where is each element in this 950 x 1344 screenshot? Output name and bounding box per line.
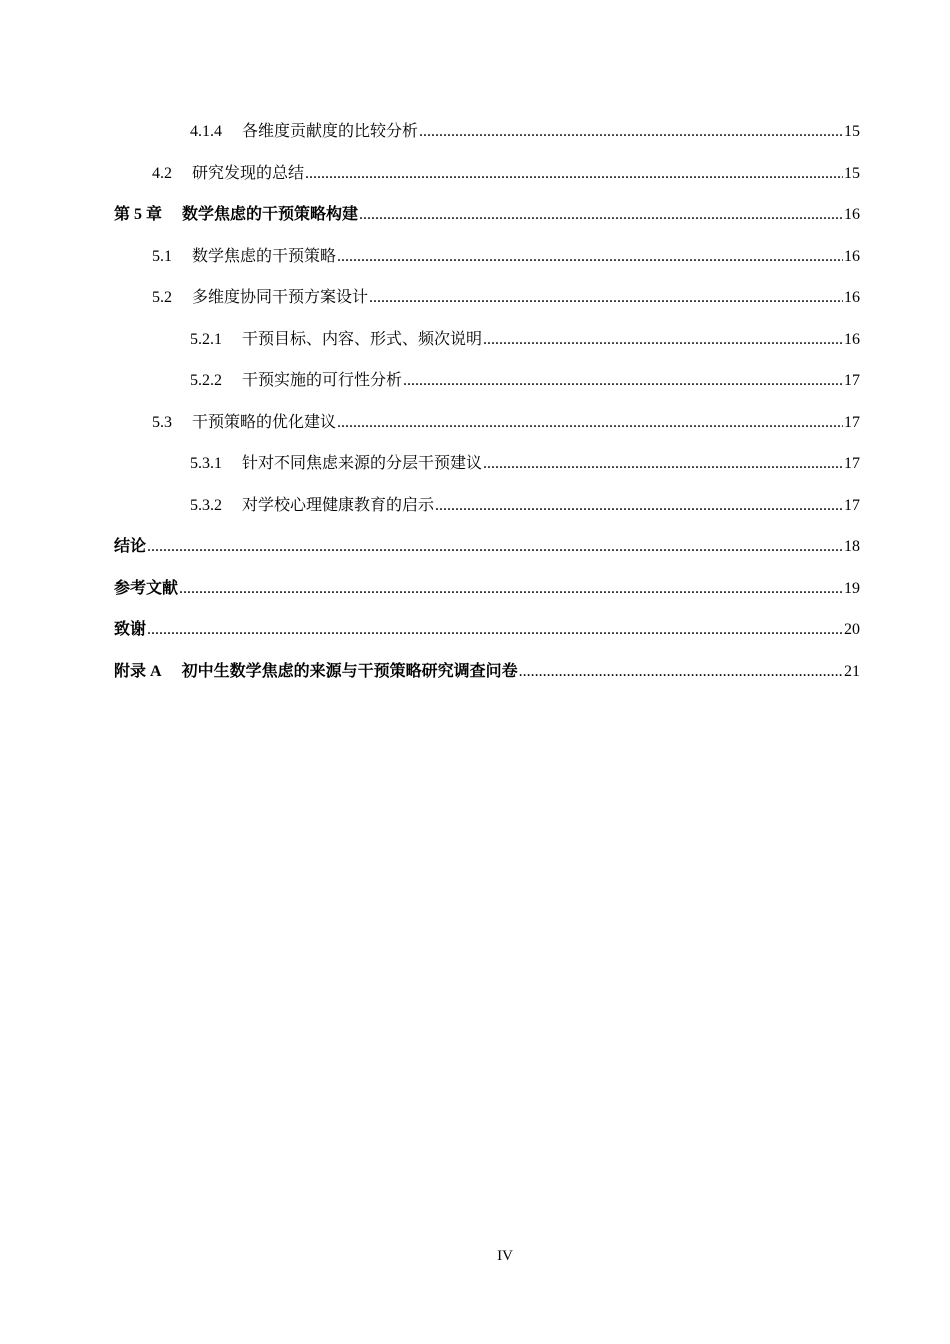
toc-entry-number: 5.2.1 <box>190 330 222 348</box>
dot-leader <box>147 526 843 568</box>
page-number: IV <box>497 1248 513 1264</box>
toc-entry-number: 5.1 <box>152 247 172 265</box>
toc-entry-number: 5.2 <box>152 289 172 306</box>
dot-leader <box>305 153 843 195</box>
toc-entry-5-3-2[interactable] <box>114 484 860 526</box>
toc-entry-title: 数学焦虑的干预策略构建 <box>182 204 359 223</box>
toc-entry-page: 16 <box>844 289 860 306</box>
toc-entry-acknowledgements[interactable] <box>114 608 860 650</box>
toc-entry-number: 4.2 <box>152 164 172 182</box>
toc-entry-page: 15 <box>844 164 860 182</box>
toc-entry-number: 5.3.1 <box>190 455 222 472</box>
toc-entry-page: 18 <box>844 538 860 555</box>
toc-entry-title: 初中生数学焦虑的来源与干预策略研究调查问卷 <box>181 660 518 680</box>
table-of-contents <box>114 110 860 691</box>
toc-entry-title: 致谢 <box>114 619 147 638</box>
toc-entry-title: 各维度贡献度的比较分析 <box>242 121 419 140</box>
toc-entry-page: 19 <box>844 579 860 597</box>
dot-leader <box>337 236 843 278</box>
toc-entry-page: 15 <box>844 123 860 140</box>
toc-entry-chapter-5[interactable] <box>114 193 860 235</box>
toc-entry-references[interactable] <box>114 567 860 609</box>
toc-entry-conclusion[interactable] <box>114 525 860 567</box>
toc-entry-page: 21 <box>844 662 860 680</box>
toc-entry-page: 20 <box>844 621 860 638</box>
dot-leader <box>369 277 843 319</box>
toc-entry-page: 17 <box>844 455 860 472</box>
toc-entry-number: 5.3.2 <box>190 496 222 514</box>
dot-leader <box>147 609 843 651</box>
toc-entry-4-1-4[interactable] <box>114 110 860 152</box>
toc-entry-title: 数学焦虑的干预策略 <box>192 245 337 265</box>
toc-entry-4-2[interactable] <box>114 152 860 194</box>
toc-entry-title: 多维度协同干预方案设计 <box>192 287 369 306</box>
toc-entry-page: 16 <box>844 206 860 223</box>
toc-entry-title: 干预实施的可行性分析 <box>242 370 403 389</box>
dot-leader <box>419 111 843 153</box>
toc-entry-title: 参考文献 <box>114 577 179 597</box>
toc-entry-title: 干预策略的优化建议 <box>192 411 337 431</box>
toc-entry-page: 16 <box>844 247 860 265</box>
toc-entry-5-3-1[interactable] <box>114 442 860 484</box>
toc-entry-number: 5.3 <box>152 413 172 431</box>
toc-entry-5-2-1[interactable] <box>114 318 860 360</box>
dot-leader <box>179 568 843 610</box>
toc-entry-5-3[interactable] <box>114 401 860 443</box>
dot-leader <box>435 485 843 527</box>
toc-entry-number: 附录 A <box>114 662 162 680</box>
toc-entry-title: 对学校心理健康教育的启示 <box>242 494 435 514</box>
toc-entry-title: 干预目标、内容、形式、频次说明 <box>242 328 483 348</box>
dot-leader <box>359 194 843 236</box>
toc-entry-page: 17 <box>844 372 860 389</box>
toc-entry-title: 研究发现的总结 <box>192 162 305 182</box>
toc-entry-5-2[interactable] <box>114 276 860 318</box>
dot-leader <box>483 443 843 485</box>
toc-entry-number: 5.2.2 <box>190 372 222 389</box>
toc-entry-page: 17 <box>844 496 860 514</box>
toc-entry-number: 4.1.4 <box>190 123 222 140</box>
toc-entry-number: 第 5 章 <box>114 206 163 223</box>
dot-leader <box>337 402 843 444</box>
toc-entry-title: 结论 <box>114 536 147 555</box>
dot-leader <box>483 319 843 361</box>
toc-entry-page: 16 <box>844 330 860 348</box>
dot-leader <box>519 651 843 693</box>
toc-entry-appendix-a[interactable] <box>114 650 860 692</box>
toc-entry-title: 针对不同焦虑来源的分层干预建议 <box>242 453 483 472</box>
dot-leader <box>403 360 843 402</box>
toc-entry-5-2-2[interactable] <box>114 359 860 401</box>
toc-entry-page: 17 <box>844 413 860 431</box>
toc-entry-5-1[interactable] <box>114 235 860 277</box>
